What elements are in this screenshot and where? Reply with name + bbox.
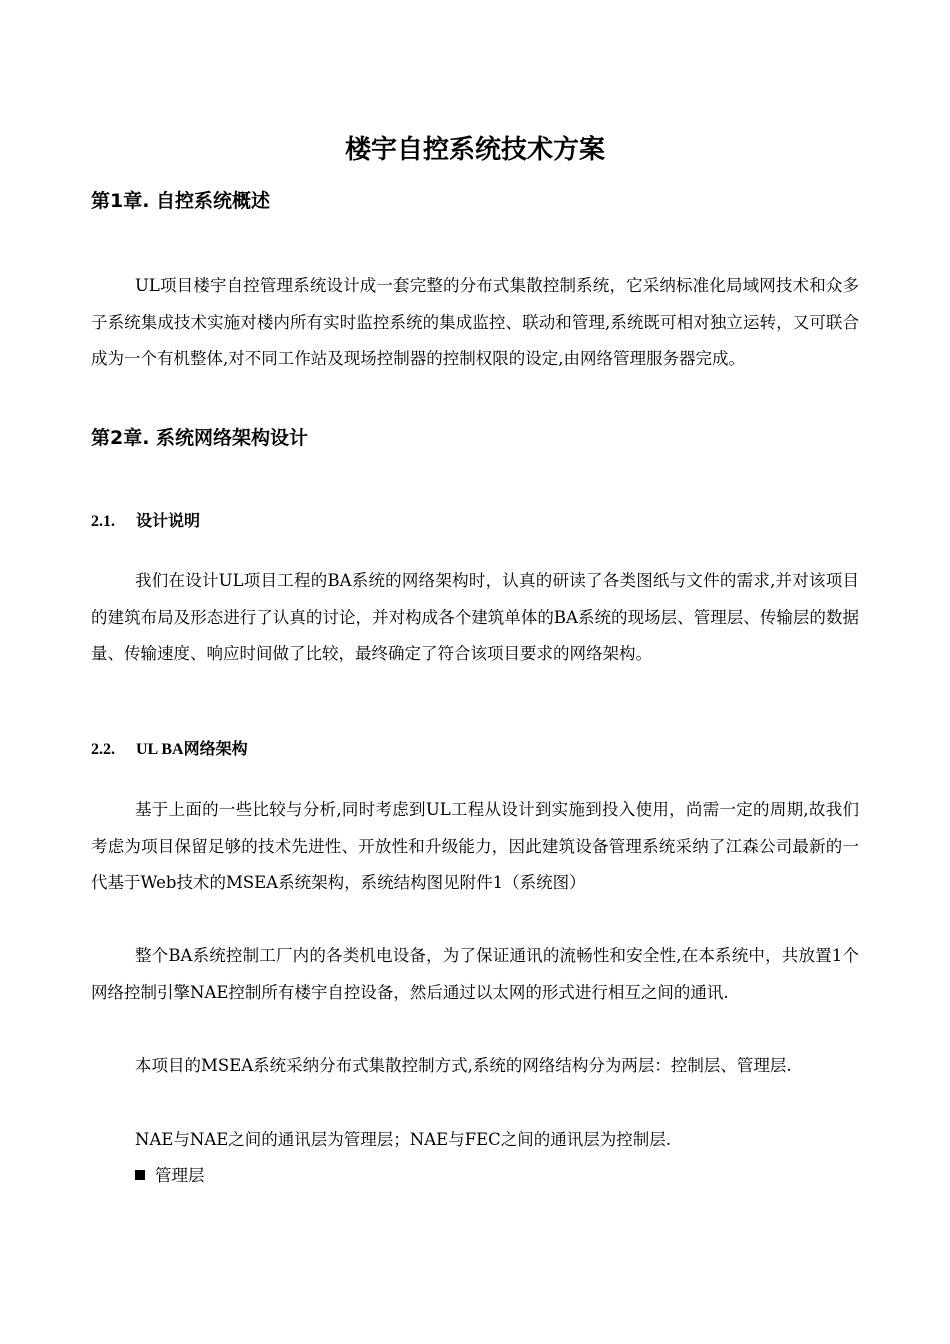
bullet-item bbox=[135, 1158, 205, 1194]
paragraph-architecture-2: 整个BA系统控制工厂内的各类机电设备，为了保证通讯的流畅性和安全性,在本系统中，共放置1个网络控制引擎NAE控制所有楼宇自控设备，然后通过以太网的形式进行相互之间的通讯. bbox=[91, 946, 859, 1002]
section-title: UL BA网络架构 bbox=[136, 741, 248, 758]
paragraph-architecture-3: 本项目的MSEA系统采纳分布式集散控制方式,系统的网络结构分为两层：控制层、管理层. bbox=[135, 1056, 792, 1075]
chapter-heading-2: 第2章. 系统网络架构设计 bbox=[91, 427, 309, 449]
section-heading-2-2 bbox=[91, 737, 248, 763]
paragraph-architecture-1: 基于上面的一些比较与分析,同时考虑到UL工程从设计到实施到投入使用，尚需一定的周期,故我们考虑为项目保留足够的技术先进性、开放性和升级能力，因此建筑设备管理系统采纳了江森公司最新的一代基于Web技术的MSEA系统架构，系统结构图见附件1（系统图） bbox=[91, 800, 859, 892]
chapter-heading-1: 第1章. 自控系统概述 bbox=[91, 190, 271, 212]
section-number: 2.2. bbox=[91, 741, 115, 758]
section-heading-2-1 bbox=[91, 509, 200, 535]
section-number: 2.1. bbox=[91, 513, 115, 530]
section-title: 设计说明 bbox=[136, 513, 201, 530]
bullet-label: 管理层 bbox=[155, 1166, 205, 1185]
paragraph-design: 我们在设计UL项目工程的BA系统的网络架构时，认真的研读了各类图纸与文件的需求,并对该项目的建筑布局及形态进行了认真的讨论，并对构成各个建筑单体的BA系统的现场层、管理层、传输层的数据量、传输速度、响应时间做了比较，最终确定了符合该项目要求的网络架构。 bbox=[91, 571, 859, 663]
paragraph-overview: UL项目楼宇自控管理系统设计成一套完整的分布式集散控制系统，它采纳标准化局域网技术和众多子系统集成技术实施对楼内所有实时监控系统的集成监控、联动和管理,系统既可相对独立运转，又可联合成为一个有机整体,对不同工作站及现场控制器的控制权限的设定,由网络管理服务器完成。 bbox=[91, 276, 859, 368]
paragraph-architecture-4: NAE与NAE之间的通讯层为管理层；NAE与FEC之间的通讯层为控制层. bbox=[135, 1130, 672, 1149]
document-title: 楼宇自控系统技术方案 bbox=[344, 135, 605, 165]
square-bullet-icon bbox=[135, 1170, 145, 1180]
